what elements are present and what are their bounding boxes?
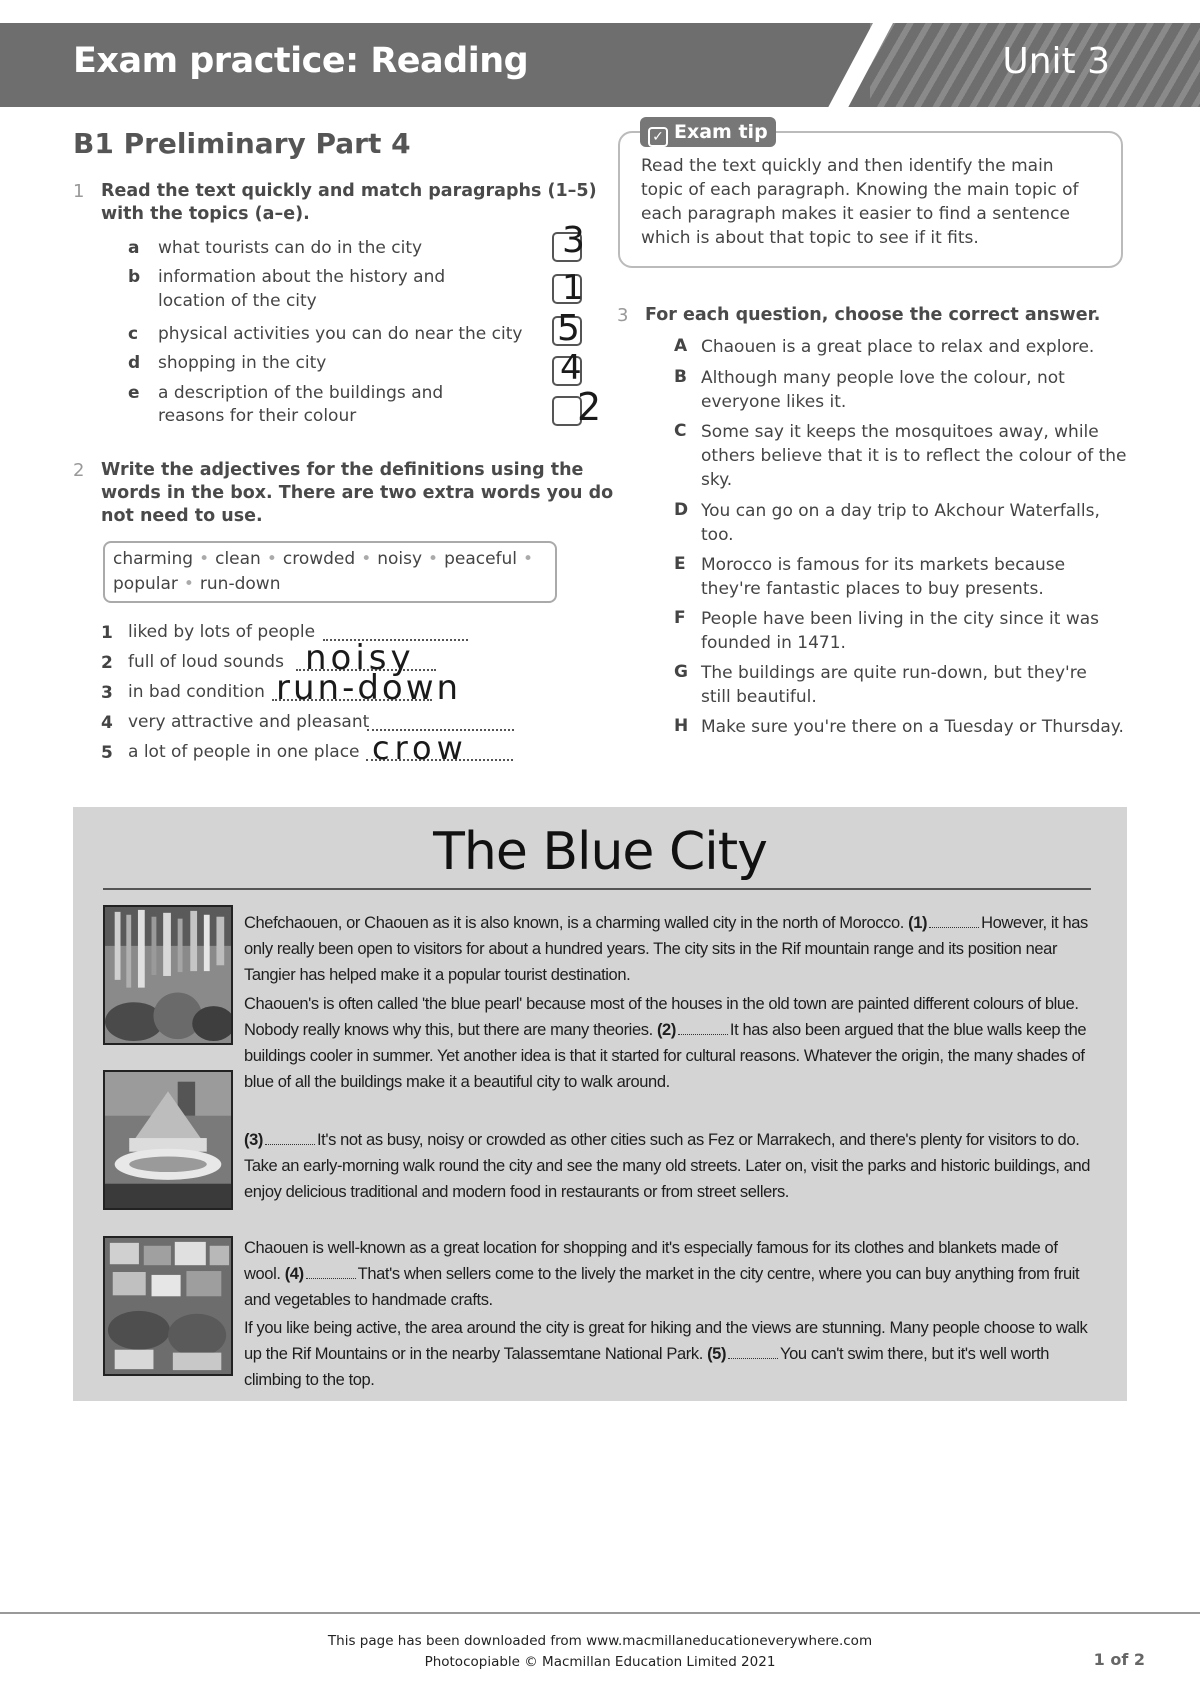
option-letter: A — [674, 336, 688, 356]
definition-text: full of loud sounds — [128, 652, 284, 672]
exam-tip-line: each paragraph makes it easier to find a sentence — [641, 204, 1070, 224]
handwritten-answer-5: crow — [372, 729, 468, 767]
word: crowded — [282, 549, 356, 569]
exam-tip-line: which is about that topic to see if it fits. — [641, 228, 979, 248]
word: run-down — [199, 574, 281, 594]
option-letter: H — [674, 716, 689, 736]
handwritten-answer-3: run-down — [276, 668, 462, 708]
gap-number: (4) — [284, 1265, 304, 1283]
paragraph-text: Chefchaouen, or Chaouen as it is also known, is a charming walled city in the north of Morocco. — [244, 914, 909, 932]
q3-number: 3 — [617, 305, 629, 326]
word: peaceful — [444, 549, 518, 569]
exam-tip-line: Read the text quickly and then identify the main — [641, 156, 1054, 176]
q1-item-letter: d — [128, 353, 141, 373]
q2-instruction-line2: words in the box. There are two extra words you do — [101, 483, 614, 503]
gap-number: (1) — [908, 914, 928, 932]
q1-number: 1 — [73, 181, 85, 202]
q1-item-text: reasons for their colour — [158, 406, 357, 426]
gap-blank[interactable] — [929, 916, 979, 928]
definition-text: in bad condition — [128, 682, 265, 702]
gap-number: (2) — [656, 1021, 676, 1039]
reading-title: The Blue City — [433, 822, 767, 882]
q1-item-letter: a — [128, 238, 140, 258]
page-title: Exam practice: Reading — [73, 41, 529, 81]
gap-number: (5) — [707, 1345, 727, 1363]
gap-number: (3) — [244, 1131, 263, 1149]
definition-number: 4 — [101, 713, 113, 733]
word: clean — [215, 549, 261, 569]
option-text: Chaouen is a great place to relax and explore. — [701, 337, 1095, 357]
handwritten-answer-b: 1 — [562, 268, 584, 308]
word-box: charming • clean • crowded • noisy • peaceful • popular • run-down — [103, 541, 557, 603]
handwritten-answer-e: 2 — [577, 385, 602, 429]
gap-blank[interactable] — [728, 1347, 778, 1359]
q1-item-letter: b — [128, 267, 141, 287]
word: popular — [113, 574, 178, 594]
option-letter: B — [674, 367, 687, 387]
q1-item-text: what tourists can do in the city — [158, 238, 423, 258]
option-letter: C — [674, 421, 687, 441]
q1-item-text: a description of the buildings and — [158, 383, 444, 403]
q1-item-letter: c — [128, 324, 139, 344]
title-divider — [103, 888, 1091, 890]
q1-item-letter: e — [128, 383, 140, 403]
section-title: B1 Preliminary Part 4 — [73, 127, 411, 160]
definition-text: liked by lots of people — [128, 622, 316, 642]
handwritten-answer-a: 3 — [562, 220, 585, 261]
reading-paragraph-2 — [244, 991, 1094, 1095]
reading-paragraph-5 — [244, 1315, 1094, 1393]
footer-copyright: Photocopiable © Macmillan Education Limited 2021 — [424, 1654, 776, 1670]
reading-paragraph-4 — [244, 1235, 1094, 1313]
gap-blank[interactable] — [306, 1267, 356, 1279]
footer-divider — [0, 1612, 1200, 1614]
unit-label: Unit 3 — [1002, 41, 1110, 82]
q1-item-text: information about the history and — [158, 267, 446, 287]
option-text: Make sure you're there on a Tuesday or Thursday. — [701, 717, 1124, 737]
exam-tip-line: topic of each paragraph. Knowing the main topic of — [641, 180, 1079, 200]
q1-item-text: physical activities you can do near the city — [158, 324, 523, 344]
paragraph-text: Chaouen's is often called 'the blue pearl' because most of the houses in the old town are painted different colours of blue. Nobody really knows why this, but there are many theories. — [244, 995, 1079, 1039]
gap-blank[interactable] — [265, 1133, 315, 1145]
definition-number: 5 — [101, 743, 113, 763]
footer-download-note: This page has been downloaded from www.macmillaneducationeverywhere.com — [327, 1633, 873, 1649]
option-text: The buildings are quite run-down, but they're still beautiful. — [701, 663, 1087, 707]
option-text: People have been living in the city since it was founded in 1471. — [701, 609, 1100, 653]
q3-instruction: For each question, choose the correct answer. — [645, 305, 1101, 325]
definition-number: 1 — [101, 623, 113, 643]
option-text: Morocco is famous for its markets because they're fantastic places to buy presents. — [701, 555, 1066, 599]
q1-instruction-line1: Read the text quickly and match paragraphs (1–5) — [101, 181, 597, 201]
paragraph-text: If you like being active, the area around the city is great for hiking and the views are stunning. Many people choose to walk up the Rif Mountains or in the nearby Talassemtane National Park. — [244, 1319, 1088, 1363]
market-stall-photo — [103, 905, 233, 1045]
q2-instruction-line3: not need to use. — [101, 506, 263, 526]
paragraph-text: However, it has only really been open to visitors for about a hundred years. The city sits in the Rif mountain range and its position near Tangier has helped make it a popular tourist destination. — [244, 914, 1088, 984]
paragraph-text: It's not as busy, noisy or crowded as other cities such as Fez or Marrakech, and there's plenty for visitors to do. Take an early-morning walk round the city and see the many old streets. Later on, visit the parks and historic buildings, and enjoy delicious traditional and modern food in restaurants or from street sellers. — [244, 1131, 1091, 1201]
handwritten-answer-d: 4 — [560, 348, 582, 388]
option-letter: F — [674, 608, 686, 628]
word: charming — [113, 549, 194, 569]
q1-item-text: shopping in the city — [158, 353, 327, 373]
exam-tip-label-text: Exam tip — [674, 121, 768, 143]
exam-tip-label — [640, 117, 776, 147]
definition-number: 3 — [101, 683, 113, 703]
paragraph-text: Chaouen is well-known as a great location for shopping and it's especially famous for its clothes and blankets made of wool. — [244, 1239, 1058, 1283]
page-number: 1 of 2 — [1093, 1650, 1145, 1669]
q1-instruction-line2: with the topics (a–e). — [101, 204, 310, 224]
q2-number: 2 — [73, 460, 85, 481]
q2-instruction-line1: Write the adjectives for the definitions using the — [101, 460, 584, 480]
paragraph-text: It has also been argued that the blue walls keep the buildings cooler in summer. Yet another idea is that it started for cultural reasons. Whatever the origin, the many shades of blue of all the buildings make it a beautiful city to walk around. — [244, 1021, 1087, 1091]
handwritten-answer-2: noisy — [305, 638, 415, 678]
definition-text: very attractive and pleasant — [128, 712, 370, 732]
wool-goods-photo — [103, 1236, 233, 1376]
gap-blank[interactable] — [678, 1023, 728, 1035]
option-text: Some say it keeps the mosquitoes away, while others believe that it is to reflect the colour of the sky. — [701, 422, 1127, 490]
exam-tip-text — [641, 154, 1101, 250]
reading-paragraph-3 — [244, 1127, 1094, 1205]
tagine-pot-photo — [103, 1070, 233, 1210]
definition-number: 2 — [101, 653, 113, 673]
option-letter: G — [674, 662, 688, 682]
definition-text: a lot of people in one place — [128, 742, 360, 762]
option-text: Although many people love the colour, not everyone likes it. — [701, 368, 1065, 412]
reading-paragraph-1 — [244, 910, 1094, 988]
q1-item-text: location of the city — [158, 291, 317, 311]
handwritten-answer-c: 5 — [557, 308, 580, 349]
checkbox-icon: ✓ — [648, 127, 668, 147]
paragraph-text: You can't swim there, but it's well worth climbing to the top. — [244, 1345, 1050, 1389]
page-header — [0, 23, 1200, 107]
paragraph-text: That's when sellers come to the lively the market in the city centre, where you can buy anything from fruit and vegetables to handmade crafts. — [244, 1265, 1080, 1309]
option-text: You can go on a day trip to Akchour Waterfalls, too. — [701, 501, 1100, 545]
word: noisy — [377, 549, 423, 569]
option-letter: E — [674, 554, 686, 574]
option-letter: D — [674, 500, 689, 520]
